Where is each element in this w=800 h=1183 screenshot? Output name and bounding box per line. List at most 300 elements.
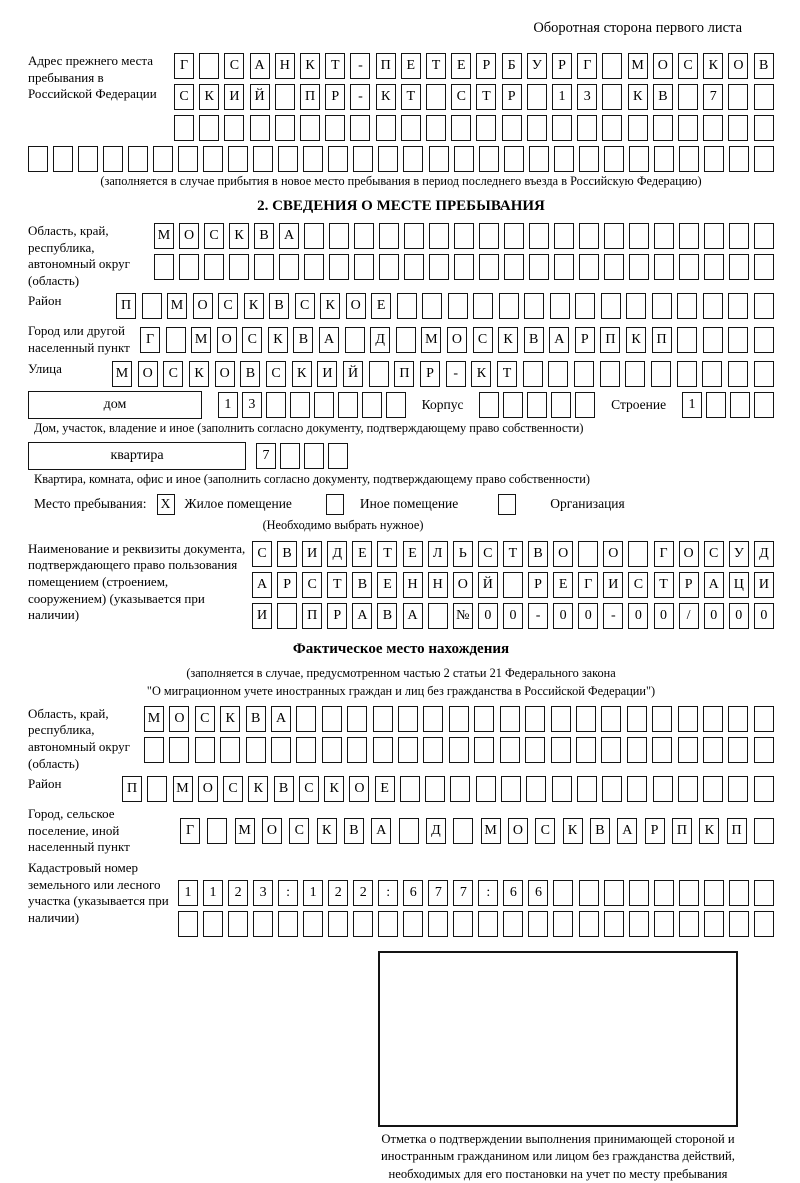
char-cell <box>347 706 367 732</box>
char-cell <box>474 737 494 763</box>
stroenie-cells <box>682 392 774 418</box>
char-cell <box>503 392 523 418</box>
char-cell <box>626 293 646 319</box>
char-cell: : <box>478 880 498 906</box>
char-cell <box>730 392 750 418</box>
char-cell: К <box>317 818 337 844</box>
char-cell: К <box>229 223 249 249</box>
char-cell: Й <box>343 361 363 387</box>
char-cell: Р <box>325 84 345 110</box>
char-cell: Е <box>553 572 573 598</box>
char-cell <box>386 392 406 418</box>
stay-type-note: (Необходимо выбрать нужное) <box>262 517 424 532</box>
char-cell: С <box>295 293 315 319</box>
char-cell <box>629 146 649 172</box>
char-cell <box>576 706 596 732</box>
char-cell <box>329 223 349 249</box>
char-cell <box>397 293 417 319</box>
char-cell: 2 <box>228 880 248 906</box>
char-cell <box>602 776 622 802</box>
house-note: Дом, участок, владение и иное (заполнить согласно документу, подтверждающему право собственности) <box>34 420 584 435</box>
char-cell <box>654 254 674 280</box>
char-cell: К <box>292 361 312 387</box>
char-cell <box>304 443 324 469</box>
char-cell: О <box>346 293 366 319</box>
char-cell: 1 <box>552 84 572 110</box>
char-cell: О <box>349 776 369 802</box>
char-cell <box>728 293 748 319</box>
char-cell <box>275 115 295 141</box>
char-cell <box>369 361 389 387</box>
char-cell: Е <box>451 53 471 79</box>
char-cell <box>449 737 469 763</box>
char-cell <box>703 737 723 763</box>
char-cell <box>579 146 599 172</box>
char-cell: О <box>179 223 199 249</box>
char-cell: Г <box>578 572 598 598</box>
char-cell: Р <box>552 53 572 79</box>
char-cell: 1 <box>218 392 238 418</box>
char-cell <box>304 223 324 249</box>
char-cell: К <box>324 776 344 802</box>
char-cell <box>207 818 227 844</box>
char-cell: В <box>269 293 289 319</box>
region-row-1 <box>154 223 774 249</box>
char-cell <box>551 392 571 418</box>
char-cell: М <box>191 327 211 353</box>
char-cell <box>500 706 520 732</box>
char-cell <box>128 146 148 172</box>
prev-address-overflow-row <box>28 146 774 172</box>
char-cell <box>476 115 496 141</box>
stay-type-checkbox-other <box>326 494 344 515</box>
char-cell <box>574 361 594 387</box>
char-cell <box>429 146 449 172</box>
char-cell: Г <box>577 53 597 79</box>
char-cell: - <box>446 361 466 387</box>
char-cell: 3 <box>253 880 273 906</box>
char-cell <box>479 392 499 418</box>
char-cell <box>296 706 316 732</box>
char-cell: И <box>302 541 322 567</box>
char-cell <box>266 392 286 418</box>
char-cell <box>628 541 648 567</box>
char-cell <box>53 146 73 172</box>
char-cell <box>602 115 622 141</box>
char-cell: П <box>122 776 142 802</box>
stay-type-label: Место пребывания: <box>34 496 147 512</box>
char-cell: П <box>600 327 620 353</box>
char-cell: В <box>590 818 610 844</box>
char-cell: А <box>250 53 270 79</box>
char-cell <box>553 911 573 937</box>
char-cell <box>503 572 523 598</box>
char-cell <box>754 706 774 732</box>
char-cell: № <box>453 603 473 629</box>
char-cell: О <box>553 541 573 567</box>
char-cell: 0 <box>729 603 749 629</box>
char-cell: И <box>224 84 244 110</box>
char-cell: К <box>563 818 583 844</box>
apartment-box: квартира <box>28 442 246 470</box>
cadastre-row-1 <box>178 880 774 906</box>
char-cell <box>479 223 499 249</box>
char-cell: М <box>628 53 648 79</box>
char-cell <box>728 361 748 387</box>
char-cell <box>551 737 571 763</box>
char-cell <box>454 146 474 172</box>
char-cell: С <box>163 361 183 387</box>
char-cell <box>142 293 162 319</box>
char-cell: В <box>277 541 297 567</box>
char-cell: П <box>302 603 322 629</box>
char-cell: Т <box>476 84 496 110</box>
char-cell <box>527 84 547 110</box>
char-cell <box>404 254 424 280</box>
char-cell <box>373 706 393 732</box>
char-cell: С <box>252 541 272 567</box>
char-cell <box>754 254 774 280</box>
char-cell: С <box>224 53 244 79</box>
char-cell <box>654 880 674 906</box>
char-cell: П <box>672 818 692 844</box>
char-cell <box>652 737 672 763</box>
region-label: Область, край, республика, автономный округ (область) <box>28 222 130 288</box>
char-cell <box>728 737 748 763</box>
char-cell: В <box>754 53 774 79</box>
char-cell: Т <box>654 572 674 598</box>
document-row-1 <box>252 541 774 567</box>
char-cell: М <box>235 818 255 844</box>
char-cell <box>554 223 574 249</box>
char-cell <box>629 223 649 249</box>
char-cell <box>376 115 396 141</box>
char-cell <box>728 706 748 732</box>
char-cell <box>575 293 595 319</box>
actual-region-row-2 <box>144 737 774 763</box>
char-cell <box>579 254 599 280</box>
char-cell: Е <box>401 53 421 79</box>
char-cell: С <box>478 541 498 567</box>
char-cell <box>601 737 621 763</box>
char-cell <box>203 146 223 172</box>
char-cell <box>754 146 774 172</box>
char-cell: Е <box>403 541 423 567</box>
char-cell <box>500 737 520 763</box>
actual-location-title: Фактическое место нахождения <box>292 640 510 657</box>
char-cell <box>678 115 698 141</box>
char-cell: - <box>528 603 548 629</box>
char-cell: С <box>299 776 319 802</box>
char-cell: 0 <box>704 603 724 629</box>
char-cell: : <box>378 880 398 906</box>
char-cell <box>627 737 647 763</box>
confirmation-mark-caption: Отметка о подтверждении выполнения принимающей стороной и иностранным гражданином или лицом без гражданства действий, необходимых для его постановки на учет по месту пребывания <box>381 1132 735 1181</box>
char-cell <box>400 776 420 802</box>
char-cell <box>199 115 219 141</box>
char-cell <box>253 911 273 937</box>
char-cell: 1 <box>303 880 323 906</box>
char-cell: М <box>144 706 164 732</box>
char-cell <box>373 737 393 763</box>
char-cell: С <box>195 706 215 732</box>
char-cell: В <box>344 818 364 844</box>
char-cell <box>629 254 649 280</box>
char-cell <box>253 146 273 172</box>
apartment-note: Квартира, комната, офис и иное (заполнить согласно документу, подтверждающему право собственности) <box>34 471 590 486</box>
char-cell <box>729 880 749 906</box>
char-cell <box>627 706 647 732</box>
char-cell <box>428 603 448 629</box>
char-cell <box>527 392 547 418</box>
char-cell: Ц <box>729 572 749 598</box>
char-cell: В <box>246 706 266 732</box>
char-cell <box>601 706 621 732</box>
char-cell <box>504 146 524 172</box>
char-cell <box>254 254 274 280</box>
char-cell <box>602 53 622 79</box>
char-cell: С <box>535 818 555 844</box>
char-cell <box>604 911 624 937</box>
char-cell: В <box>352 572 372 598</box>
char-cell: П <box>376 53 396 79</box>
char-cell: Т <box>503 541 523 567</box>
char-cell <box>174 115 194 141</box>
char-cell: 7 <box>453 880 473 906</box>
char-cell: О <box>447 327 467 353</box>
char-cell <box>652 706 672 732</box>
char-cell: - <box>603 603 623 629</box>
actual-city-label: Город, сельское поселение, иной населенный пункт <box>28 806 130 855</box>
char-cell <box>345 327 365 353</box>
back-side-title: Оборотная сторона первого листа <box>533 20 742 36</box>
char-cell <box>729 223 749 249</box>
document-field <box>28 541 774 629</box>
char-cell: О <box>193 293 213 319</box>
char-cell <box>398 737 418 763</box>
char-cell: 0 <box>628 603 648 629</box>
char-cell: С <box>223 776 243 802</box>
char-cell <box>652 293 672 319</box>
char-cell: К <box>300 53 320 79</box>
char-cell: Т <box>401 84 421 110</box>
char-cell: Н <box>428 572 448 598</box>
char-cell <box>504 223 524 249</box>
char-cell <box>329 254 349 280</box>
char-cell: Ь <box>453 541 473 567</box>
char-cell <box>754 392 774 418</box>
char-cell <box>704 223 724 249</box>
house-cells <box>218 392 406 418</box>
char-cell <box>754 737 774 763</box>
street-label: Улица <box>28 360 62 376</box>
char-cell: 6 <box>528 880 548 906</box>
actual-city-row <box>180 818 774 844</box>
char-cell: М <box>421 327 441 353</box>
char-cell <box>754 84 774 110</box>
char-cell <box>379 254 399 280</box>
char-cell: О <box>217 327 237 353</box>
actual-district-row <box>122 776 774 802</box>
char-cell <box>169 737 189 763</box>
char-cell: Е <box>352 541 372 567</box>
char-cell: Т <box>327 572 347 598</box>
char-cell <box>353 911 373 937</box>
char-cell: И <box>252 603 272 629</box>
char-cell <box>703 293 723 319</box>
char-cell: В <box>274 776 294 802</box>
char-cell <box>729 146 749 172</box>
char-cell <box>754 776 774 802</box>
region-row-2 <box>154 254 774 280</box>
char-cell <box>228 911 248 937</box>
cadastre-label: Кадастровый номер земельного или лесного участка (указывается при наличии) <box>28 860 169 925</box>
char-cell: 3 <box>577 84 597 110</box>
char-cell <box>679 146 699 172</box>
confirmation-mark-area <box>356 951 760 1183</box>
char-cell <box>429 223 449 249</box>
stay-type-row <box>34 494 774 515</box>
char-cell: А <box>371 818 391 844</box>
char-cell: Г <box>174 53 194 79</box>
char-cell <box>28 146 48 172</box>
char-cell: О <box>198 776 218 802</box>
char-cell <box>653 115 673 141</box>
char-cell <box>578 541 598 567</box>
char-cell: К <box>376 84 396 110</box>
char-cell <box>178 146 198 172</box>
char-cell <box>278 911 298 937</box>
char-cell: С <box>628 572 648 598</box>
char-cell <box>166 327 186 353</box>
apartment-cells <box>256 443 348 469</box>
char-cell <box>290 392 310 418</box>
char-cell: П <box>652 327 672 353</box>
char-cell <box>300 115 320 141</box>
stay-type-checkbox-residential: X <box>157 494 175 515</box>
char-cell: 1 <box>203 880 223 906</box>
char-cell: С <box>174 84 194 110</box>
korpus-label: Корпус <box>421 396 464 412</box>
stay-type-option-residential-label: Жилое помещение <box>184 496 292 512</box>
char-cell: Б <box>502 53 522 79</box>
char-cell: 0 <box>654 603 674 629</box>
char-cell <box>479 254 499 280</box>
char-cell <box>103 146 123 172</box>
char-cell <box>303 911 323 937</box>
char-cell <box>529 146 549 172</box>
char-cell: О <box>138 361 158 387</box>
char-cell <box>754 361 774 387</box>
char-cell <box>378 146 398 172</box>
char-cell: Р <box>679 572 699 598</box>
char-cell: Й <box>250 84 270 110</box>
cadastre-row-2 <box>178 911 774 937</box>
char-cell <box>703 776 723 802</box>
char-cell: А <box>319 327 339 353</box>
char-cell: О <box>679 541 699 567</box>
char-cell <box>600 361 620 387</box>
char-cell <box>548 361 568 387</box>
char-cell: О <box>728 53 748 79</box>
char-cell: А <box>252 572 272 598</box>
char-cell <box>575 392 595 418</box>
char-cell <box>601 293 621 319</box>
char-cell <box>354 254 374 280</box>
char-cell: К <box>703 53 723 79</box>
char-cell <box>554 254 574 280</box>
char-cell: В <box>240 361 260 387</box>
char-cell <box>677 327 697 353</box>
char-cell <box>229 254 249 280</box>
char-cell: С <box>266 361 286 387</box>
char-cell: Г <box>654 541 674 567</box>
char-cell: - <box>350 53 370 79</box>
char-cell: 0 <box>503 603 523 629</box>
char-cell: 6 <box>503 880 523 906</box>
char-cell <box>328 443 348 469</box>
char-cell <box>478 911 498 937</box>
char-cell: Н <box>275 53 295 79</box>
char-cell <box>577 776 597 802</box>
char-cell: 6 <box>403 880 423 906</box>
char-cell <box>499 293 519 319</box>
char-cell <box>451 115 471 141</box>
char-cell: К <box>699 818 719 844</box>
char-cell <box>678 737 698 763</box>
char-cell <box>422 293 442 319</box>
char-cell: М <box>154 223 174 249</box>
char-cell: - <box>350 84 370 110</box>
char-cell <box>579 223 599 249</box>
char-cell: П <box>727 818 747 844</box>
char-cell: 0 <box>754 603 774 629</box>
char-cell: С <box>451 84 471 110</box>
section2-title: 2. СВЕДЕНИЯ О МЕСТЕ ПРЕБЫВАНИЯ <box>257 197 545 214</box>
char-cell <box>423 737 443 763</box>
char-cell: В <box>293 327 313 353</box>
char-cell <box>654 911 674 937</box>
actual-district-label: Район <box>28 776 62 792</box>
char-cell: О <box>169 706 189 732</box>
char-cell <box>322 737 342 763</box>
char-cell <box>703 706 723 732</box>
document-row-3 <box>252 603 774 629</box>
char-cell: С <box>704 541 724 567</box>
char-cell: А <box>279 223 299 249</box>
char-cell: Е <box>377 572 397 598</box>
char-cell <box>379 223 399 249</box>
char-cell <box>754 223 774 249</box>
char-cell: К <box>626 327 646 353</box>
district-label: Район <box>28 293 62 309</box>
char-cell <box>754 327 774 353</box>
char-cell <box>579 880 599 906</box>
char-cell: 3 <box>242 392 262 418</box>
char-cell <box>629 911 649 937</box>
char-cell: Т <box>377 541 397 567</box>
char-cell: М <box>173 776 193 802</box>
char-cell <box>426 84 446 110</box>
char-cell <box>220 737 240 763</box>
char-cell <box>277 603 297 629</box>
char-cell <box>304 254 324 280</box>
district-row <box>116 293 774 319</box>
char-cell <box>250 115 270 141</box>
char-cell <box>403 911 423 937</box>
char-cell <box>528 911 548 937</box>
char-cell <box>399 818 419 844</box>
